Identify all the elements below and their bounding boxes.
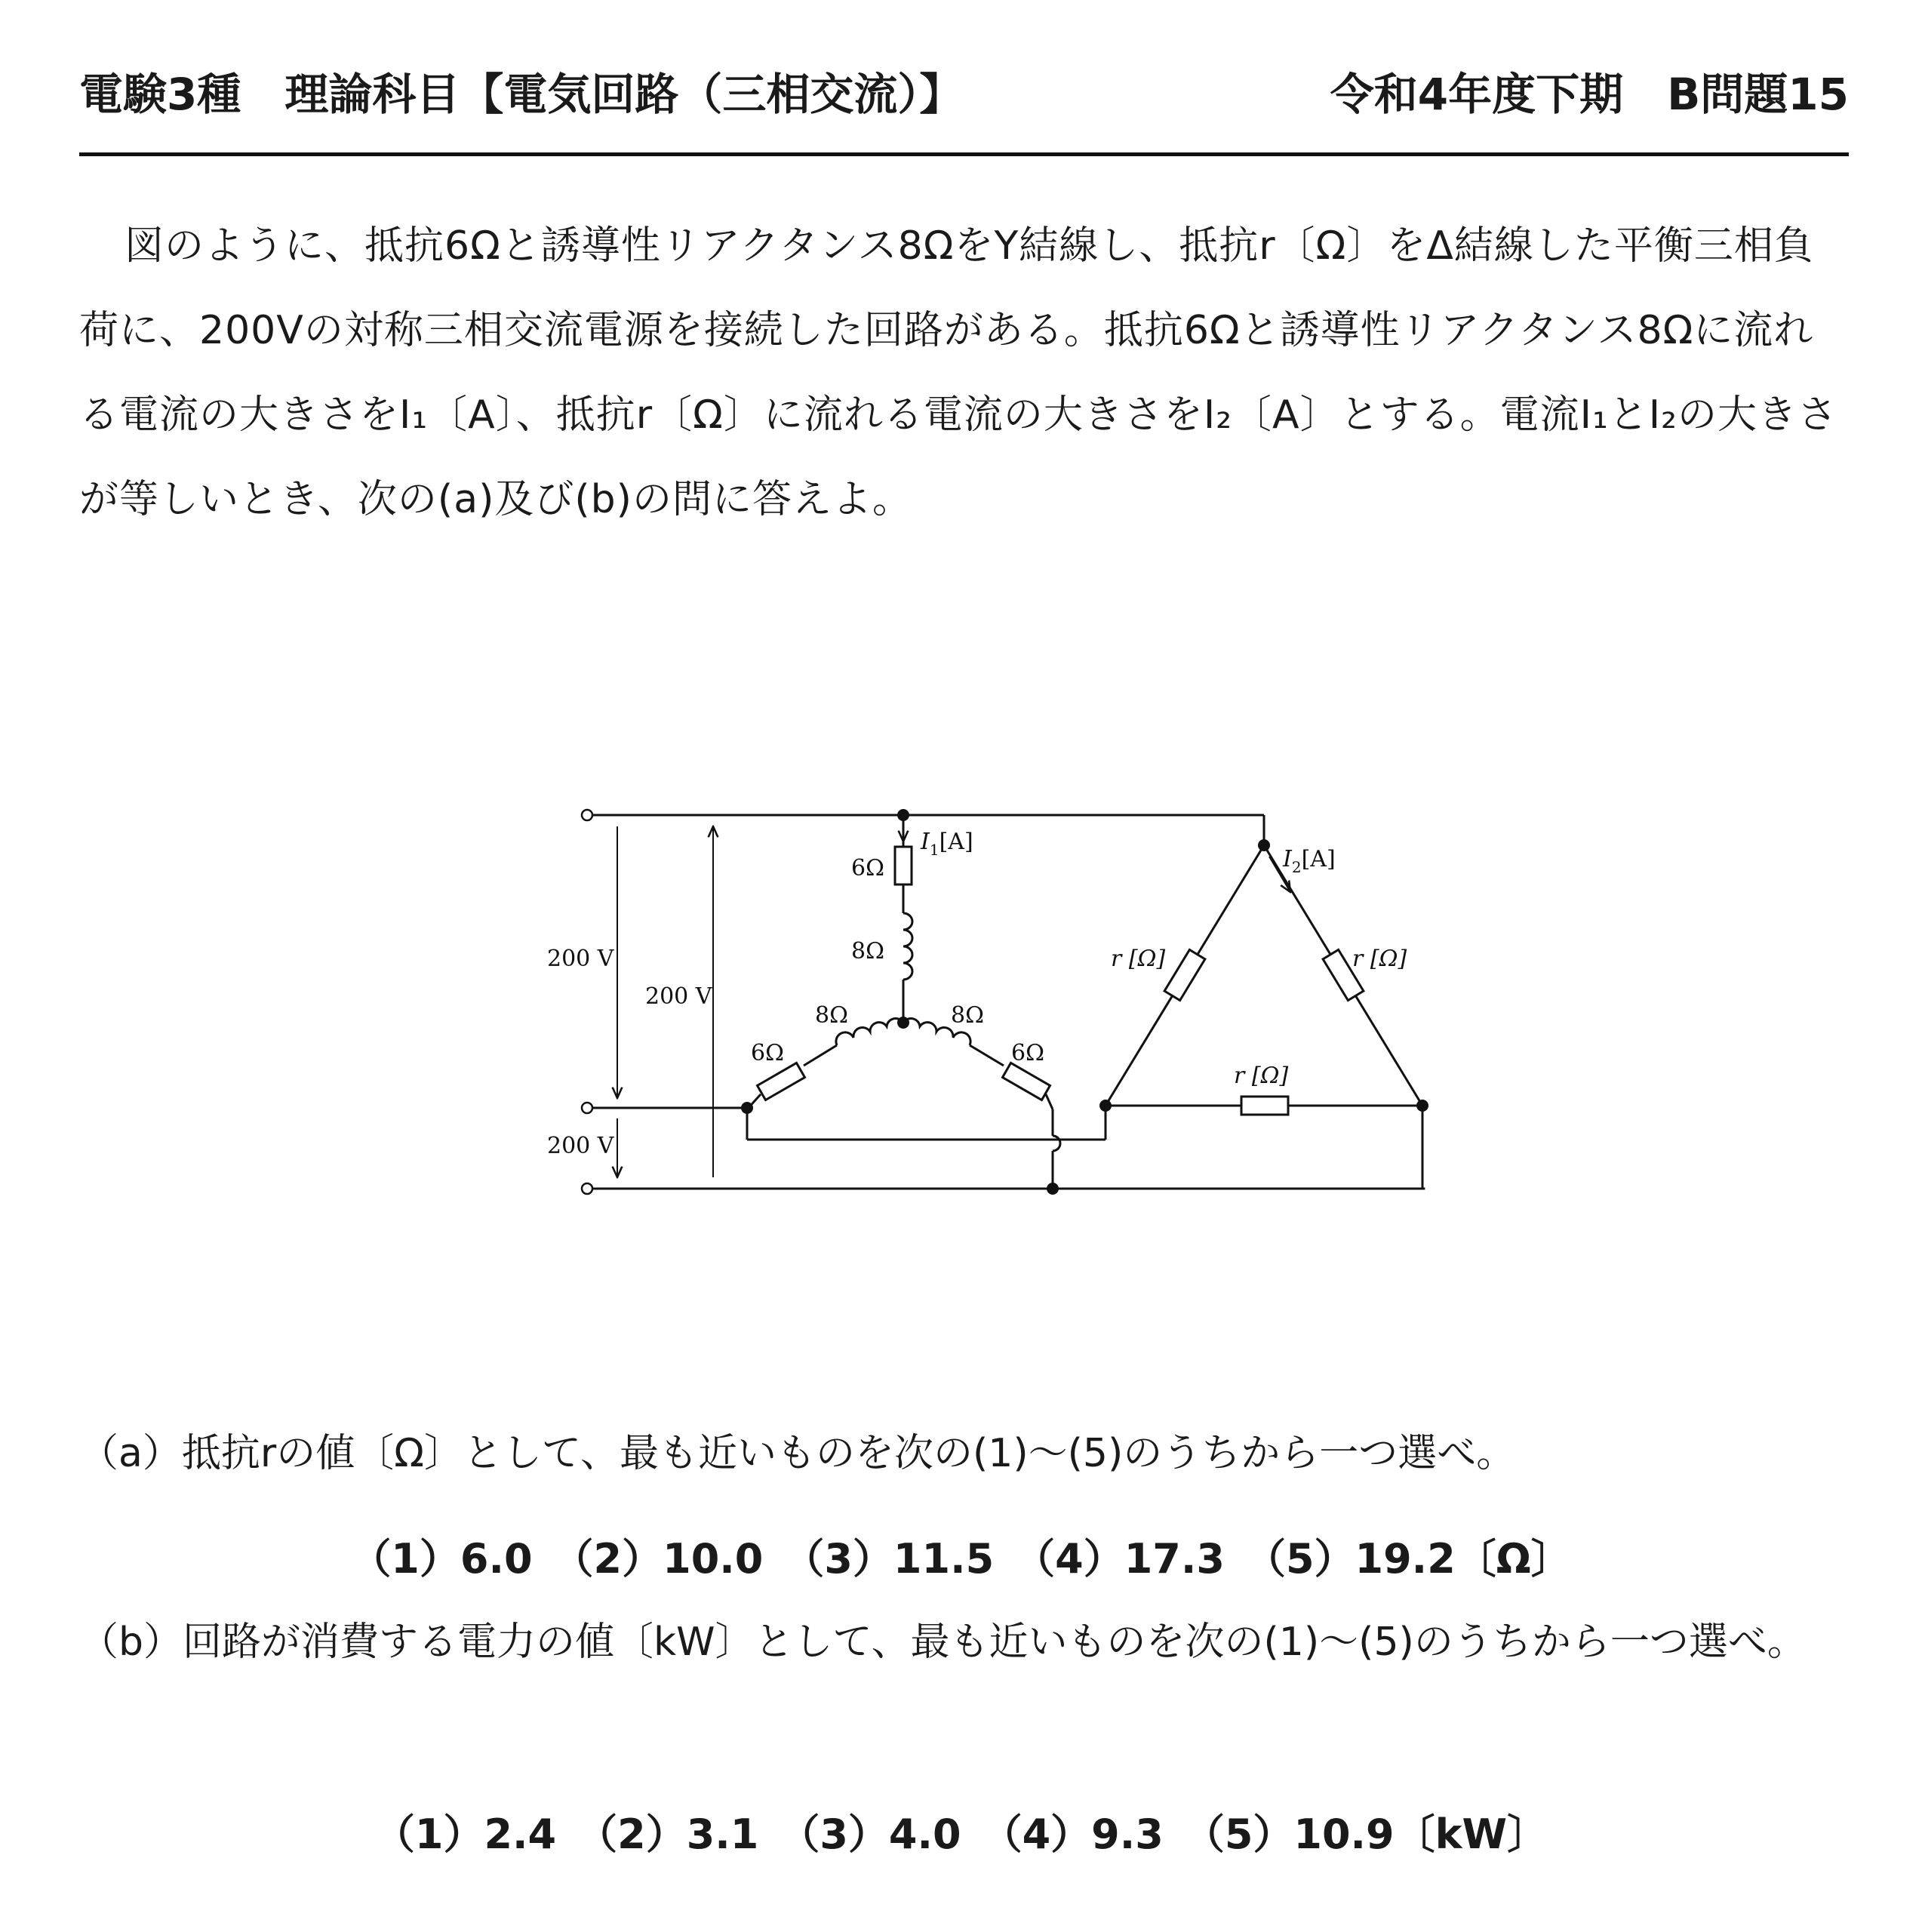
- problem-statement: [79, 204, 1849, 542]
- header-exam-id: 令和4年度下期 B問題15: [1330, 69, 1849, 120]
- answers-b: （1）2.4 （2）3.1 （3）4.0 （4）9.3 （5）10.9〔kW〕: [374, 1810, 1548, 1858]
- label-delta-left: r [Ω]: [1111, 946, 1166, 972]
- page-header: [79, 60, 1849, 128]
- label-delta-right: r [Ω]: [1352, 946, 1407, 972]
- answers-a: （1）6.0 （2）10.0 （3）11.5 （4）17.3 （5）19.2〔Ω〕: [350, 1535, 1572, 1583]
- header-rule: [79, 152, 1849, 156]
- question-b: （b）回路が消費する電力の値〔kW〕として、最も近いものを次の(1)〜(5)のうちから一つ選べ。: [79, 1620, 1807, 1665]
- label-resistance-left: 6Ω: [751, 1040, 784, 1066]
- label-resistance-right: 6Ω: [1011, 1040, 1044, 1066]
- label-voltage-ab: 200 V: [547, 946, 614, 972]
- label-voltage-ac: 200 V: [645, 983, 712, 1010]
- label-current-i1: $I_1[A]$: [921, 829, 973, 859]
- header-subject: 電験3種 理論科目【電気回路（三相交流）】: [79, 69, 964, 120]
- problem-text: 図のように、抵抗6Ωと誘導性リアクタンス8ΩをY結線し、抵抗r〔Ω〕をΔ結線した平衡三相負荷に、200Vの対称三相交流電源を接続した回路がある。抵抗6Ωと誘導性リアクタンス8Ωに流れる電流の大きさをI₁〔A〕、抵抗r〔Ω〕に流れる電流の大きさをI₂〔A〕とする。電流I₁とI₂の大きさが等しいとき、次の(a)及び(b)の問に答えよ。: [79, 223, 1837, 522]
- question-a: （a）抵抗rの値〔Ω〕として、最も近いものを次の(1)〜(5)のうちから一つ選べ。: [79, 1431, 1516, 1476]
- label-resistance-top: 6Ω: [851, 855, 884, 881]
- label-reactance-left: 8Ω: [815, 1002, 848, 1029]
- circuit-diagram: [543, 777, 1434, 1215]
- label-reactance-top: 8Ω: [851, 938, 884, 964]
- label-current-i2: $I_2[A]$: [1283, 846, 1336, 876]
- label-voltage-bc: 200 V: [547, 1133, 614, 1159]
- label-delta-bottom: r [Ω]: [1234, 1063, 1289, 1089]
- label-reactance-right: 8Ω: [951, 1002, 984, 1029]
